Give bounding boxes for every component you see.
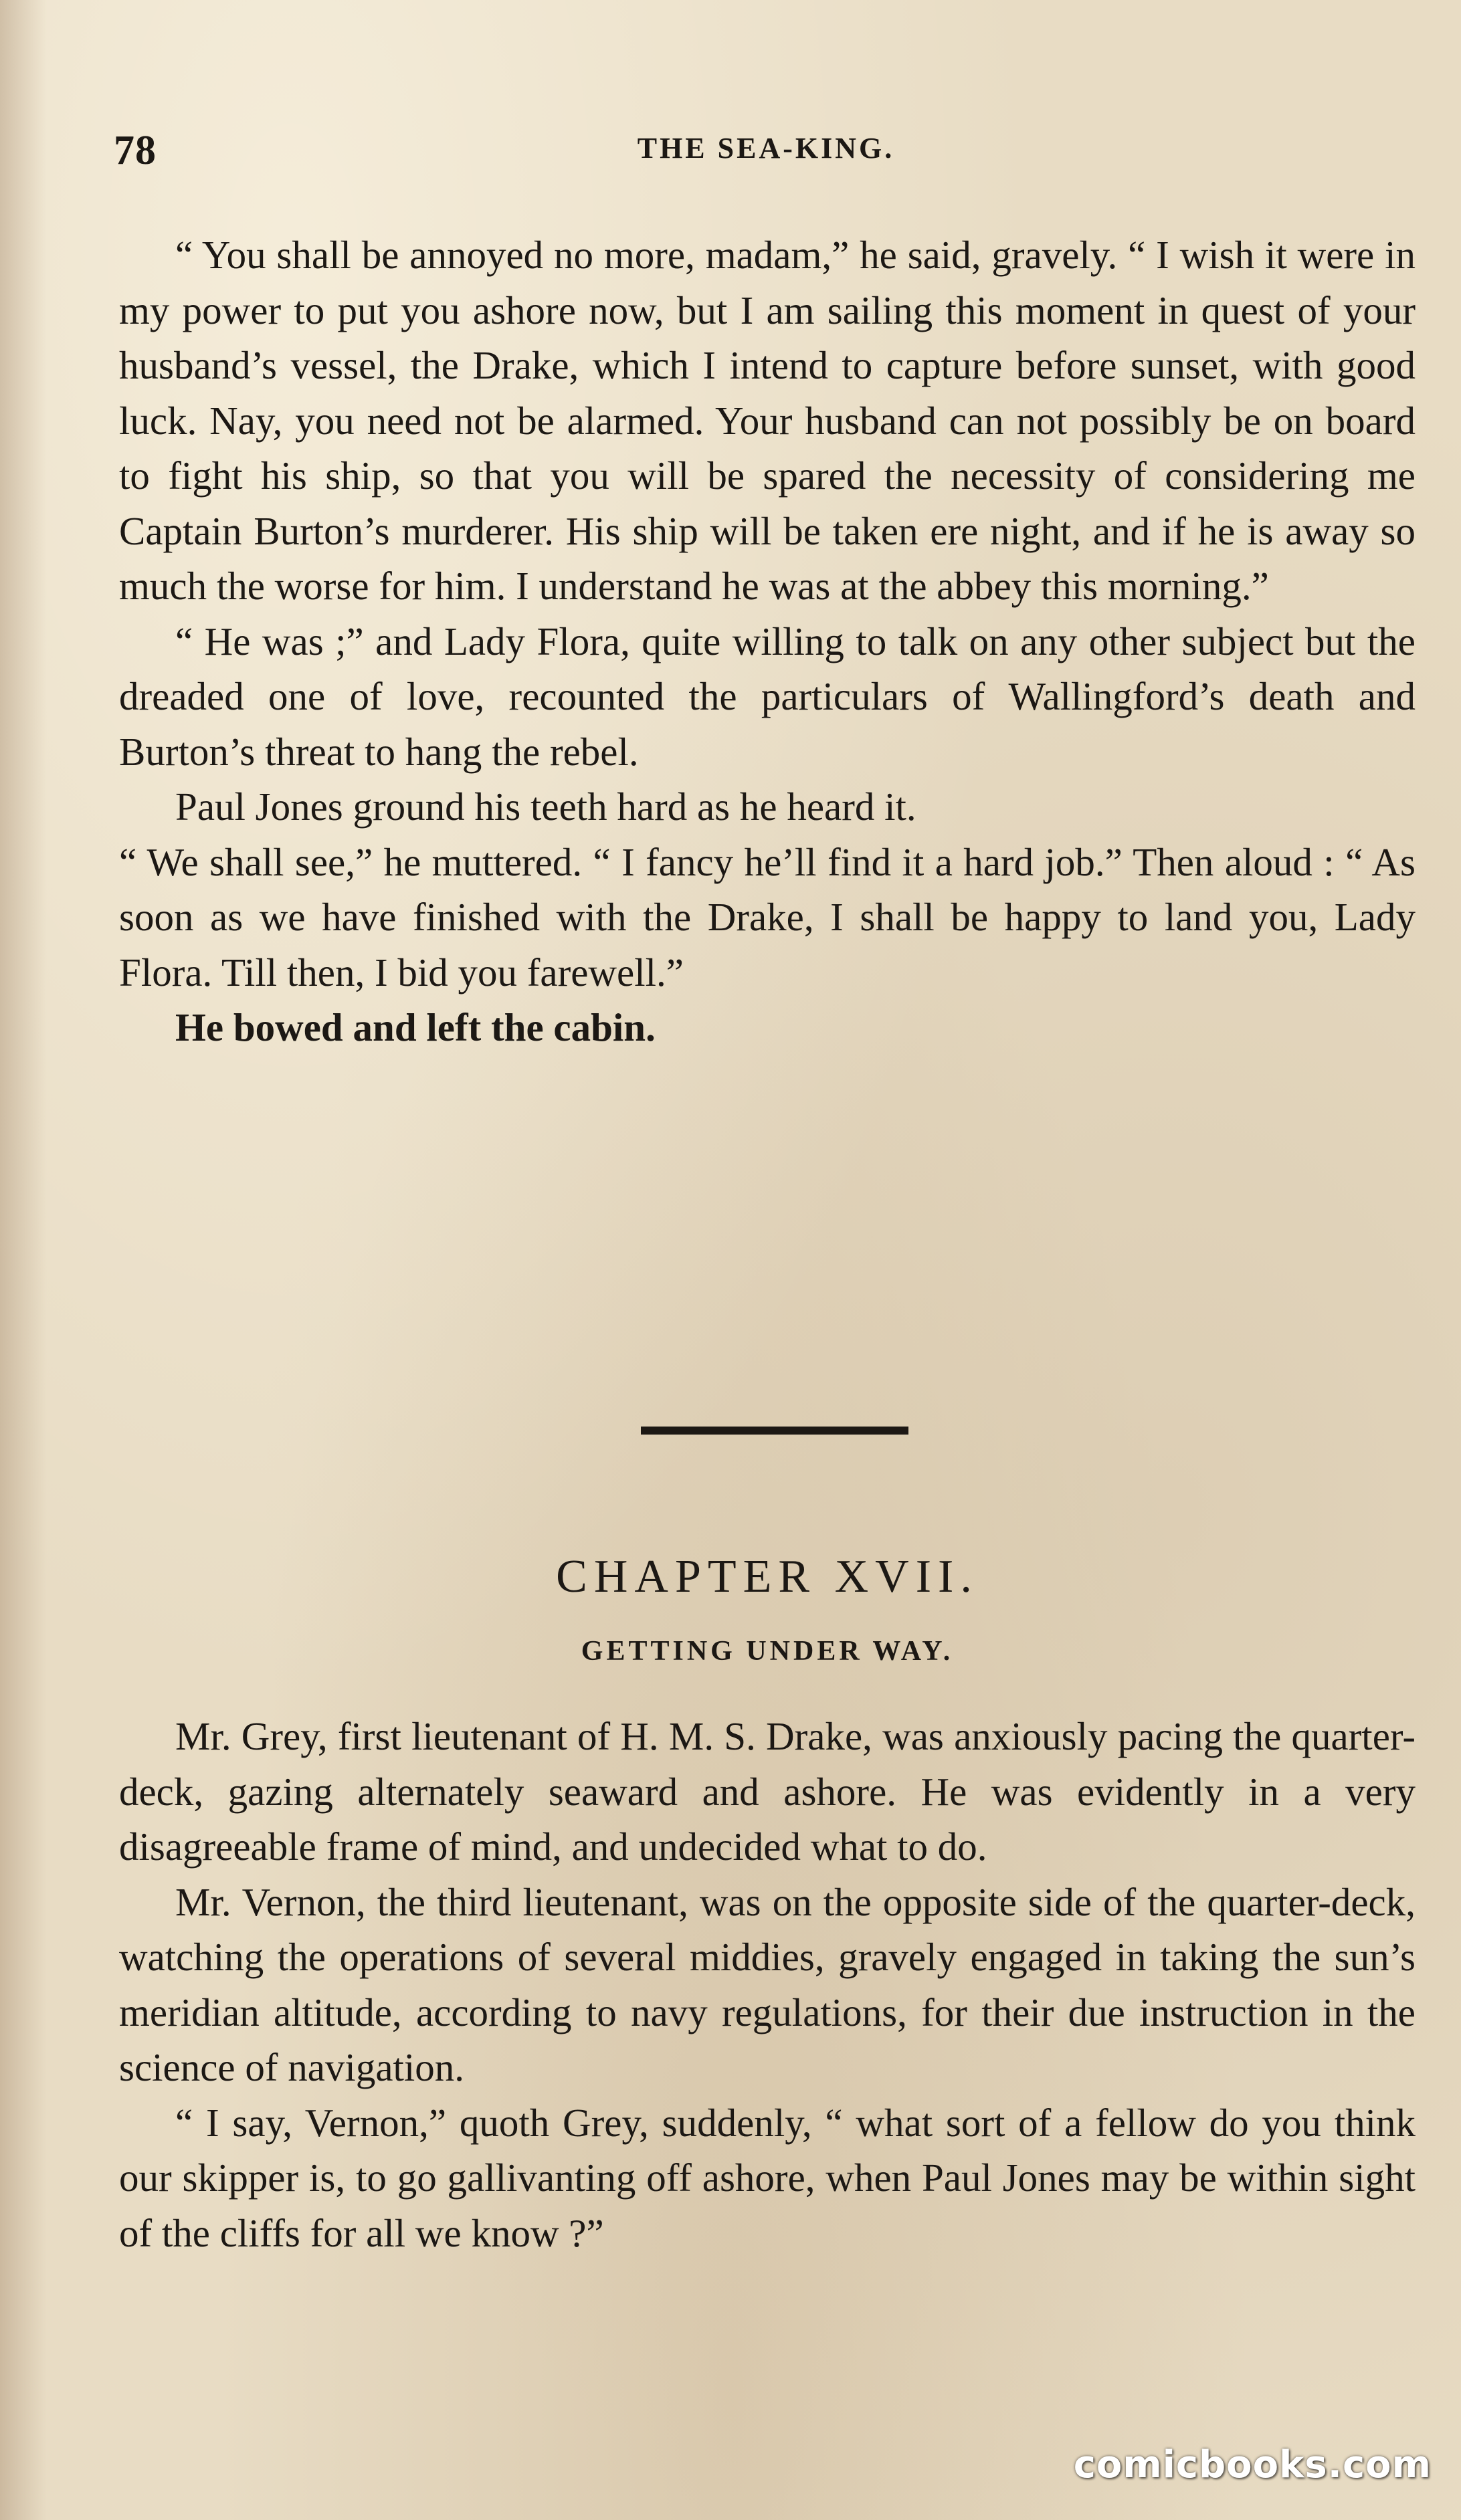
paragraph: “ He was ;” and Lady Flora, quite willing to talk on any other subject but the dreaded one of love, recounted the particulars of Wallingford’s death and Burton’s threat to hang the rebel. [119, 619, 1416, 774]
page-number: 78 [114, 128, 157, 173]
paragraph: “ You shall be annoyed no more, madam,” he said, gravely. “ I wish it were in my power to put you ashore now, but I am sailing this moment in quest of your husband’s vessel, the Drake, which I intend to capture before sunset, with good luck. Nay, you need not be alarmed. Your husband can not possibly be on board to fight his ship, so that you will be spared the necessity of considering me Captain Burton’s murderer. His ship will be taken ere night, and if he is away so much the worse for him. I understand he was at the abbey this morning.” [119, 233, 1416, 608]
body-text-after-break [119, 1709, 1416, 2261]
chapter-title: CHAPTER XVII. [556, 1551, 979, 1602]
page-edge-shadow [0, 0, 47, 2520]
paragraph: Mr. Vernon, the third lieutenant, was on the opposite side of the quarter-deck, watching the operations of several middies, gravely engaged in taking the sun’s meridian altitude, according to navy regulations, for their due instruction in the science of navigation. [119, 1879, 1416, 2089]
paragraph: “ I say, Vernon,” quoth Grey, suddenly, “ what sort of a fellow do you think our skipper is, to go gallivanting off ashore, when Paul Jones may be within sight of the cliffs for all we know ?” [119, 2100, 1416, 2255]
paragraph: He bowed and left the cabin. [175, 1005, 656, 1049]
page-header [114, 127, 1418, 181]
paragraph: “ We shall see,” he muttered. “ I fancy he’ll find it a hard job.” Then aloud : “ As soon as we have finished with the Drake, I shall be happy to land you, Lady Flora. Till then, I bid you farewell.” [119, 839, 1416, 994]
running-title: THE SEA-KING. [637, 132, 895, 165]
paragraph: Mr. Grey, first lieutenant of H. M. S. Drake, was anxiously pacing the quarter-deck, gazing alternately seaward and ashore. He was evidently in a very disagreeable frame of mind, and undecided what to do. [119, 1714, 1416, 1869]
watermark: comicbooks.com [1073, 2443, 1432, 2487]
section-divider [641, 1427, 908, 1435]
body-text-before-break [119, 227, 1416, 1055]
paragraph: Paul Jones ground his teeth hard as he heard it. [175, 784, 916, 829]
chapter-subtitle: GETTING UNDER WAY. [581, 1636, 954, 1667]
